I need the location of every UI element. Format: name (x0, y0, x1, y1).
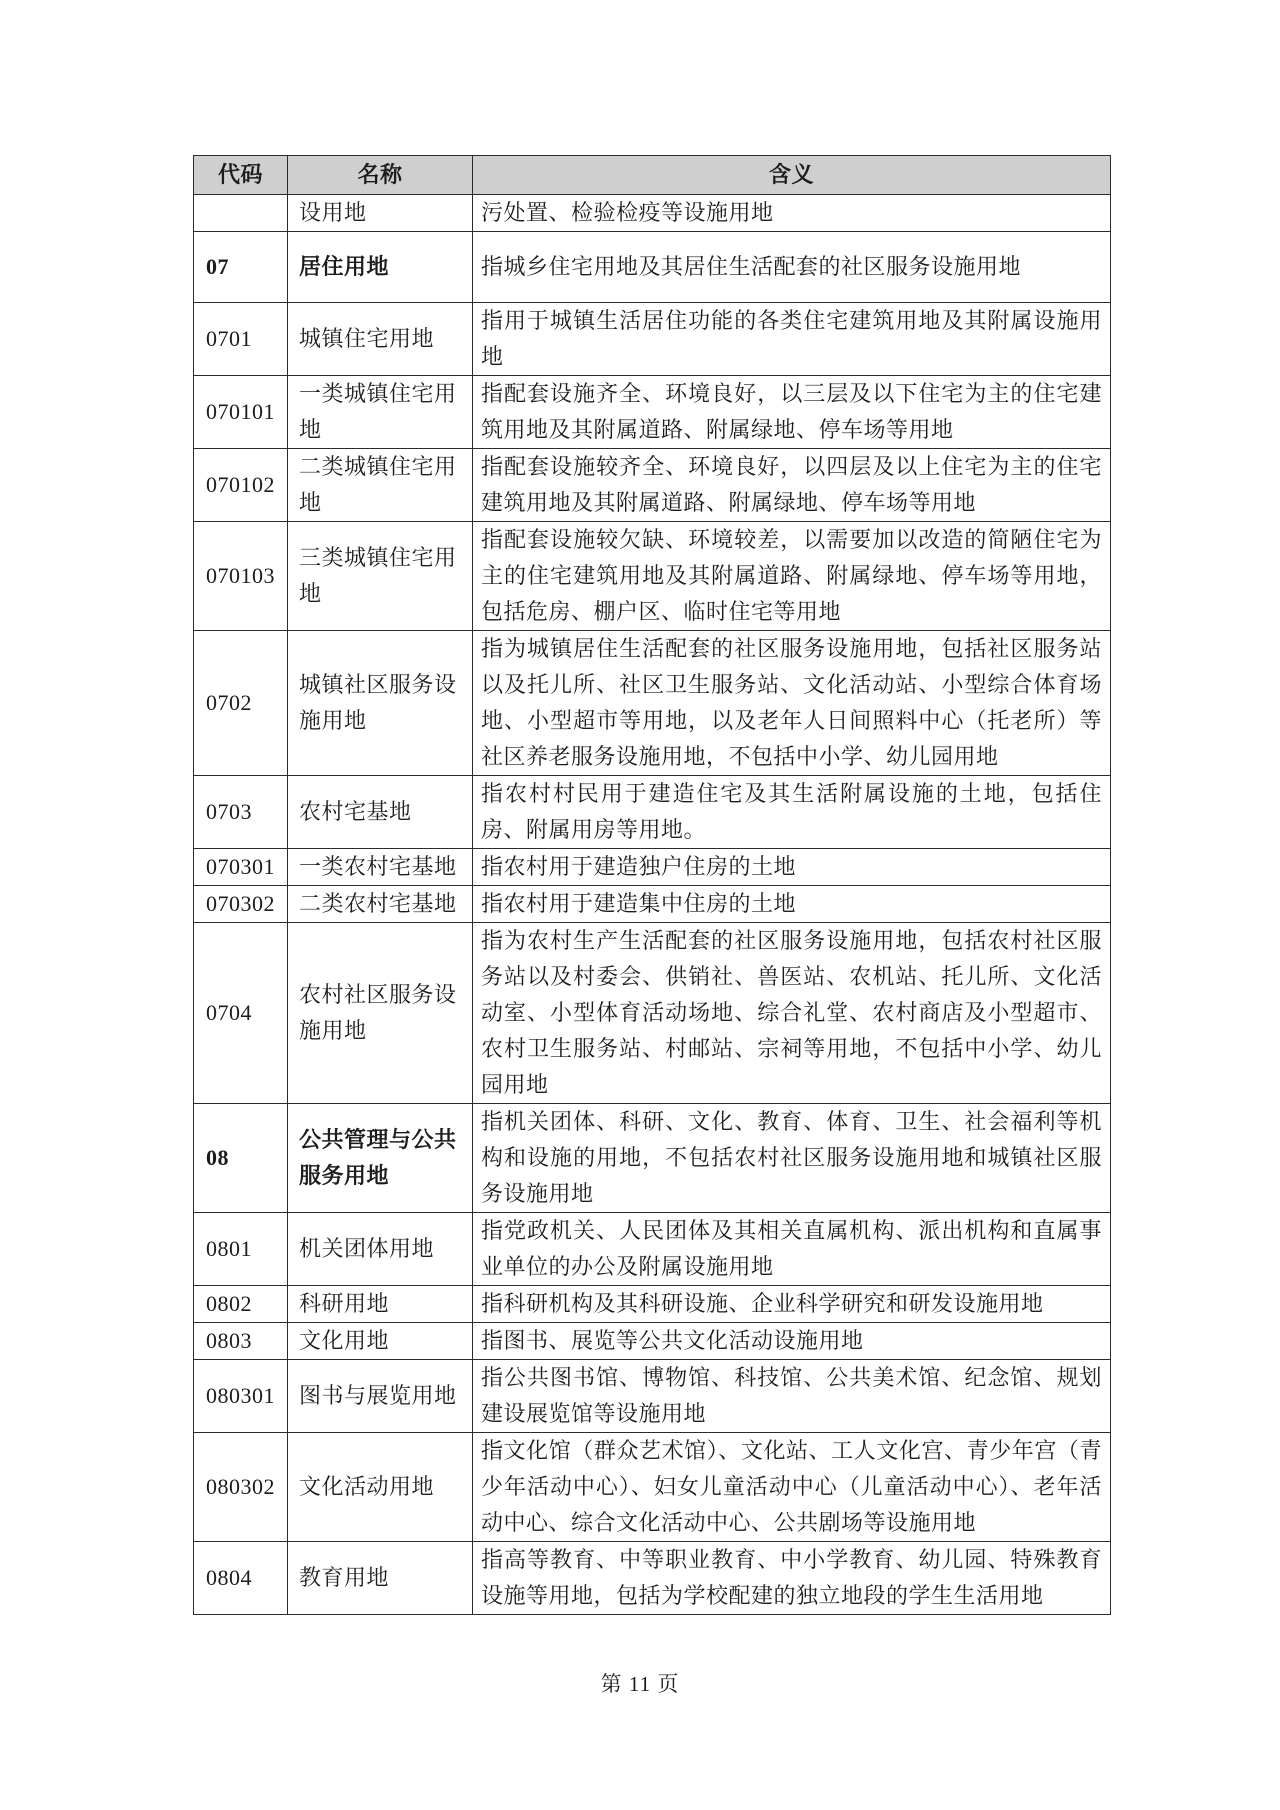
code-cell: 0702 (194, 631, 288, 776)
meaning-cell: 指配套设施较欠缺、环境较差，以需要加以改造的简陋住宅为主的住宅建筑用地及其附属道路、附属绿地、停车场等用地，包括危房、棚户区、临时住宅等用地 (473, 522, 1111, 631)
code-cell: 070101 (194, 376, 288, 449)
code-cell: 0803 (194, 1323, 288, 1360)
table-row (194, 232, 1111, 303)
table-row (194, 376, 1111, 449)
name-cell: 二类农村宅基地 (288, 886, 473, 923)
table-row (194, 631, 1111, 776)
name-cell: 农村社区服务设施用地 (288, 923, 473, 1104)
meaning-cell: 指为城镇居住生活配套的社区服务设施用地，包括社区服务站以及托儿所、社区卫生服务站、文化活动站、小型综合体育场地、小型超市等用地，以及老年人日间照料中心（托老所）等社区养老服务设施用地，不包括中小学、幼儿园用地 (473, 631, 1111, 776)
meaning-cell: 指配套设施较齐全、环境良好，以四层及以上住宅为主的住宅建筑用地及其附属道路、附属绿地、停车场等用地 (473, 449, 1111, 522)
name-cell: 一类农村宅基地 (288, 849, 473, 886)
column-header-meaning: 含义 (473, 156, 1111, 195)
meaning-cell: 指党政机关、人民团体及其相关直属机构、派出机构和直属事业单位的办公及附属设施用地 (473, 1213, 1111, 1286)
name-cell: 文化活动用地 (288, 1433, 473, 1542)
code-cell: 070302 (194, 886, 288, 923)
name-cell: 公共管理与公共服务用地 (288, 1104, 473, 1213)
meaning-cell: 指公共图书馆、博物馆、科技馆、公共美术馆、纪念馆、规划建设展览馆等设施用地 (473, 1360, 1111, 1433)
meaning-cell: 指城乡住宅用地及其居住生活配套的社区服务设施用地 (473, 232, 1111, 303)
table-row (194, 1542, 1111, 1615)
land-use-classification-table (193, 155, 1111, 1615)
name-cell: 城镇住宅用地 (288, 303, 473, 376)
code-cell: 0701 (194, 303, 288, 376)
table-row (194, 776, 1111, 849)
name-cell: 设用地 (288, 195, 473, 232)
page-number: 第 11 页 (600, 1672, 680, 1696)
name-cell: 城镇社区服务设施用地 (288, 631, 473, 776)
code-cell: 080301 (194, 1360, 288, 1433)
code-cell: 07 (194, 232, 288, 303)
table-row (194, 849, 1111, 886)
meaning-cell: 指农村用于建造集中住房的土地 (473, 886, 1111, 923)
code-cell: 080302 (194, 1433, 288, 1542)
code-cell: 0804 (194, 1542, 288, 1615)
meaning-cell: 污处置、检验检疫等设施用地 (473, 195, 1111, 232)
name-cell: 农村宅基地 (288, 776, 473, 849)
meaning-cell: 指机关团体、科研、文化、教育、体育、卫生、社会福利等机构和设施的用地，不包括农村社区服务设施用地和城镇社区服务设施用地 (473, 1104, 1111, 1213)
meaning-cell: 指用于城镇生活居住功能的各类住宅建筑用地及其附属设施用地 (473, 303, 1111, 376)
code-cell: 070301 (194, 849, 288, 886)
table-row (194, 449, 1111, 522)
code-cell (194, 195, 288, 232)
table-row (194, 886, 1111, 923)
code-cell: 0703 (194, 776, 288, 849)
name-cell: 二类城镇住宅用地 (288, 449, 473, 522)
meaning-cell: 指文化馆（群众艺术馆）、文化站、工人文化宫、青少年宫（青少年活动中心）、妇女儿童活动中心（儿童活动中心）、老年活动中心、综合文化活动中心、公共剧场等设施用地 (473, 1433, 1111, 1542)
table-row (194, 1360, 1111, 1433)
table-row (194, 1433, 1111, 1542)
column-header-name: 名称 (288, 156, 473, 195)
meaning-cell: 指农村用于建造独户住房的土地 (473, 849, 1111, 886)
meaning-cell: 指科研机构及其科研设施、企业科学研究和研发设施用地 (473, 1286, 1111, 1323)
name-cell: 一类城镇住宅用地 (288, 376, 473, 449)
table-row (194, 923, 1111, 1104)
column-header-code: 代码 (194, 156, 288, 195)
code-cell: 070102 (194, 449, 288, 522)
meaning-cell: 指高等教育、中等职业教育、中小学教育、幼儿园、特殊教育设施等用地，包括为学校配建的独立地段的学生生活用地 (473, 1542, 1111, 1615)
meaning-cell: 指配套设施齐全、环境良好，以三层及以下住宅为主的住宅建筑用地及其附属道路、附属绿地、停车场等用地 (473, 376, 1111, 449)
code-cell: 08 (194, 1104, 288, 1213)
code-cell: 070103 (194, 522, 288, 631)
code-cell: 0801 (194, 1213, 288, 1286)
table-row (194, 1213, 1111, 1286)
table-row (194, 1104, 1111, 1213)
name-cell: 机关团体用地 (288, 1213, 473, 1286)
name-cell: 图书与展览用地 (288, 1360, 473, 1433)
table-row (194, 1286, 1111, 1323)
name-cell: 居住用地 (288, 232, 473, 303)
table-row (194, 1323, 1111, 1360)
name-cell: 科研用地 (288, 1286, 473, 1323)
header-row (194, 156, 1111, 195)
table-row (194, 195, 1111, 232)
meaning-cell: 指图书、展览等公共文化活动设施用地 (473, 1323, 1111, 1360)
name-cell: 教育用地 (288, 1542, 473, 1615)
table-row (194, 522, 1111, 631)
code-cell: 0802 (194, 1286, 288, 1323)
table-row (194, 303, 1111, 376)
name-cell: 三类城镇住宅用地 (288, 522, 473, 631)
name-cell: 文化用地 (288, 1323, 473, 1360)
meaning-cell: 指农村村民用于建造住宅及其生活附属设施的土地，包括住房、附属用房等用地。 (473, 776, 1111, 849)
meaning-cell: 指为农村生产生活配套的社区服务设施用地，包括农村社区服务站以及村委会、供销社、兽医站、农机站、托儿所、文化活动室、小型体育活动场地、综合礼堂、农村商店及小型超市、农村卫生服务站、村邮站、宗祠等用地，不包括中小学、幼儿园用地 (473, 923, 1111, 1104)
code-cell: 0704 (194, 923, 288, 1104)
